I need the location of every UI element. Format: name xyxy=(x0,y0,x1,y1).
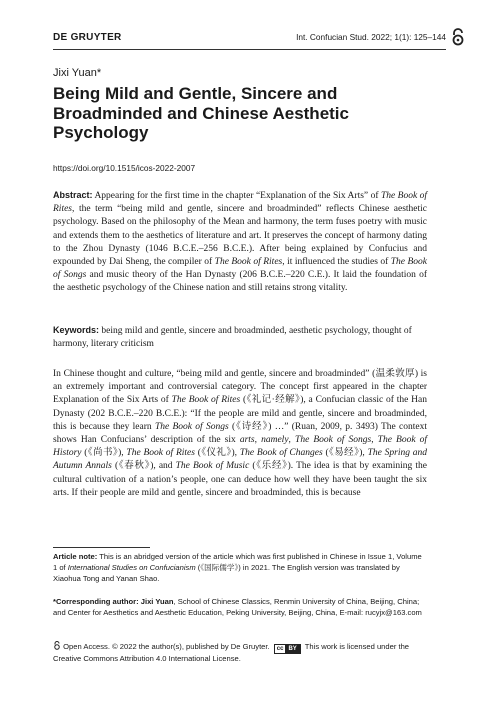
open-access-icon xyxy=(450,28,466,46)
italic-title-text: The Book of Rites xyxy=(53,191,427,215)
open-access-icon xyxy=(53,641,61,650)
journal-reference: Int. Confucian Stud. 2022; 1(1): 125–144 xyxy=(296,32,446,42)
text-run: (《易经》), xyxy=(322,448,368,459)
italic-title-text: The Book of Changes xyxy=(239,448,323,459)
corresponding-author-text: , School of Chinese Classics, Renmin University of China, Beijing, China; and Center for Aesthetics and Aesthetic Education, Peking University, Beijing, China, E-mail: rucyjx@163.com xyxy=(53,597,422,617)
footnote-rule xyxy=(53,547,150,548)
italic-title-text: The Book of Songs xyxy=(154,421,229,432)
abstract xyxy=(53,189,427,296)
abstract-text xyxy=(53,191,427,293)
text-run: This is an abridged version of the article which was first published in Chinese in Issue 1, Volume 1 of xyxy=(53,552,422,572)
article-note-text xyxy=(53,552,422,583)
italic-title-text: The Book of Rites xyxy=(214,257,283,268)
text-run: and music theory of the Han Dynasty (206 B.C.E.–220 C.E.). It laid the foundation of the aesthetic psychology of the Chinese nation and still retains strong vitality. xyxy=(53,270,427,294)
text-run: (《春秋》), and xyxy=(111,461,176,472)
text-run: , xyxy=(288,435,296,446)
article-title: Being Mild and Gentle, Sincere and Broadminded and Chinese Aesthetic Psychology xyxy=(53,84,349,142)
keywords-label: Keywords: xyxy=(53,325,100,335)
license-statement xyxy=(53,641,427,665)
corresponding-author-note xyxy=(53,596,427,618)
text-run: (《礼记·经解》), a Confucian classic of the Han Dynasty (202 B.C.E.–220 B.C.E.): “If the people are mild and gentle, sincere and broadminded, this is because they learn xyxy=(53,395,427,432)
text-run: In Chinese thought and culture, “being mild and gentle, sincere and broadminded” (温柔敦厚) is an extremely important and controversial category. The concept first appeared in the chapter Explanation of the Six Arts of xyxy=(53,369,427,406)
italic-title-text: namely xyxy=(261,435,289,446)
author-name: Jixi Yuan* xyxy=(53,67,102,79)
text-run: , it influenced the studies of xyxy=(282,257,391,268)
article-note-label: Article note: xyxy=(53,552,98,561)
text-run: , xyxy=(371,435,378,446)
text-run: Appearing for the first time in the chapter “Explanation of the Six Arts” of xyxy=(92,191,381,201)
abstract-label: Abstract: xyxy=(53,190,93,200)
corresponding-author-label: *Corresponding author: Jixi Yuan xyxy=(53,597,174,606)
header-rule xyxy=(53,49,446,50)
italic-title-text: The Book of History xyxy=(53,435,428,459)
italic-title-text: International Studies on Confucianism xyxy=(67,563,196,572)
doi-link[interactable]: https://doi.org/10.1515/icos-2022-2007 xyxy=(53,163,196,173)
italic-title-text: The Book of Music xyxy=(175,461,250,472)
license-suffix: This work is licensed under the Creative Commons Attribution 4.0 International License. xyxy=(53,642,410,663)
italic-title-text: The Spring and Autumn Annals xyxy=(53,448,428,472)
license-prefix: Open Access. © 2022 the author(s), published by De Gruyter. xyxy=(61,642,270,651)
text-run: (《诗经》) …” (Ruan, 2009, p. 3493) The context shows Han Confucians’ description of the six xyxy=(53,421,428,446)
body-paragraph xyxy=(53,368,427,500)
keywords xyxy=(53,324,427,351)
by-badge-label: BY xyxy=(285,645,299,653)
text-run: (《乐经》). The idea is that by examining the cultural cultivation of a nation’s people, one can deduce how well they have been taught the six arts. If their people are mild and gentle, sincere and broadminded, this is because xyxy=(53,461,427,498)
text-run: , xyxy=(254,435,262,446)
italic-title-text: The Book of Rites xyxy=(171,395,241,406)
keywords-text: being mild and gentle, sincere and broadminded, aesthetic psychology, thought of harmony, literary criticism xyxy=(53,326,412,350)
running-header xyxy=(53,30,446,44)
text-run: (《国际儒学》) in 2021. The English version was translated by Xiaohua Tong and Yanan Shao. xyxy=(53,563,400,583)
text-run: (《尚书》), xyxy=(81,448,127,459)
text-run: (《仪礼》), xyxy=(194,448,240,459)
cc-by-icon[interactable] xyxy=(274,644,301,654)
article-note xyxy=(53,551,427,584)
italic-title-text: arts xyxy=(239,435,255,446)
italic-title-text: The Book of Songs xyxy=(53,257,428,281)
italic-title-text: The Book of Songs xyxy=(295,435,372,446)
italic-title-text: The Book of Rites xyxy=(126,448,195,459)
publisher-name: DE GRUYTER xyxy=(53,31,122,43)
cc-badge-label: cc xyxy=(276,646,284,652)
text-run: , the term “being mild and gentle, sincere and broadminded” reflects Chinese aesthetic psychology. Based on the philosophy of the Mean and harmony, the term fuses poetry with music and extends them to the aesthetics of literature and art. It preserves the concept of harmony dating to the Zhou Dynasty (1046 B.C.E.–256 B.C.E.). After being explained by Confucius and expounded by Dai Sheng, the compiler of xyxy=(53,204,427,268)
